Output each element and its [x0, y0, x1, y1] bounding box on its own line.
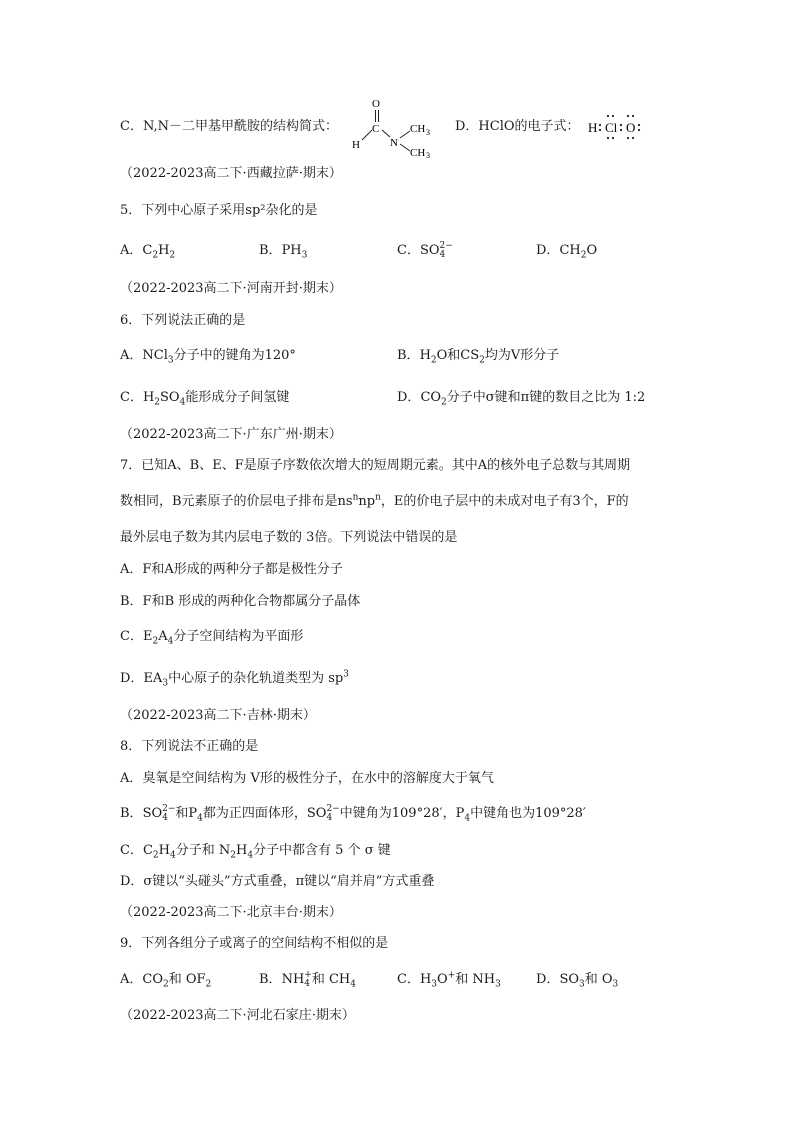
source-q8: （2022-2023高二下·吉林·期末） — [120, 708, 316, 723]
source-q6: （2022-2023高二下·河南开封·期末） — [120, 281, 342, 296]
q7-stem-line1: 7．已知A、B、E、F是原子序数依次增大的短周期元素。其中A的核外电子总数与其周期 — [120, 458, 631, 473]
q8-stem: 8．下列说法不正确的是 — [120, 739, 259, 754]
q7-stem-line2: 数相同，B元素原子的价层电子排布是$ns^nnp^n$，E的价电子层中的未成对电子有3个，F的 — [120, 492, 629, 509]
svg-text:3: 3 — [426, 151, 430, 158]
q8-option-b: B．SO 2− 4 和$P_4$都为正四面体形，SO 2− 4 中键角为109°28′，$P_4$中键角也为109°28′ — [120, 803, 586, 824]
dmf-o: O — [372, 98, 380, 110]
q7-option-a: A．F和A形成的两种分子都是极性分子 — [120, 562, 343, 577]
q6-option-a: A．NCl$_3$分子中的键角为120° — [120, 348, 296, 366]
q4-option-d-text: D．HClO的电子式： — [455, 119, 580, 134]
svg-text:O: O — [626, 120, 636, 135]
q9-option-c: C．$H_3O^+$和 $NH_3$ — [397, 970, 501, 990]
dmf-ch3-bottom: CH — [410, 147, 426, 158]
dmf-n: N — [390, 137, 398, 149]
q7-option-c: C．$E_2A_4$分子空间结构为平面形 — [120, 629, 304, 647]
q5-option-a: A．$C_2H_2$ — [120, 243, 176, 261]
source-q7: （2022-2023高二下·广东广州·期末） — [120, 427, 342, 442]
svg-text:3: 3 — [426, 128, 430, 137]
hclo-electron-formula — [586, 112, 656, 142]
q7-option-d: D．$EA_3$中心原子的杂化轨道类型为 $sp^3$ — [120, 669, 349, 689]
q6-option-b: B．$H_2O$和$CS_2$均为V形分子 — [397, 348, 560, 366]
dmf-h: H — [352, 139, 360, 151]
dmf-c: C — [372, 123, 380, 135]
source-q10: （2022-2023高二下·河北石家庄·期末） — [120, 1008, 355, 1023]
q9-stem: 9．下列各组分子或离子的空间结构不相似的是 — [120, 936, 389, 951]
q5-option-c: C．SO 2− 4 — [397, 240, 453, 260]
svg-text:H: H — [588, 120, 598, 135]
dmf-structure-diagram — [350, 96, 450, 158]
dmf-ch3-top: CH — [410, 123, 426, 135]
q7-option-b: B．F和B 形成的两种化合物都属分子晶体 — [120, 594, 361, 609]
q6-stem: 6．下列说法正确的是 — [120, 313, 246, 328]
q4-option-c-text: C．N,N－二甲基甲酰胺的结构简式： — [120, 119, 338, 134]
q9-option-a: A．$CO_2$和 $OF_2$ — [120, 972, 212, 990]
svg-text:Cl: Cl — [605, 120, 618, 135]
q7-stem-line3: 最外层电子数为其内层电子数的 3倍。下列说法中错误的是 — [120, 530, 458, 545]
source-q9: （2022-2023高二下·北京丰台·期末） — [120, 905, 342, 920]
q5-option-d: D．$CH_2O$ — [536, 243, 598, 261]
q5-option-b: B．$PH_3$ — [259, 243, 308, 261]
q8-option-a: A．臭氧是空间结构为 V形的极性分子，在水中的溶解度大于氧气 — [120, 771, 494, 786]
q9-option-d: D．$SO_3$和 $O_3$ — [536, 972, 619, 990]
q5-stem: 5．下列中心原子采用sp²杂化的是 — [120, 203, 318, 218]
q6-option-d: D．$CO_2$分子中σ键和π键的数目之比为 1:2 — [397, 390, 646, 408]
q8-option-c: C．$C_2H_4$分子和 $N_2H_4$分子中都含有 5 个 σ 键 — [120, 843, 391, 861]
q9-option-b: B．NH + 4 和 $CH_4$ — [259, 969, 356, 990]
q8-option-d: D．σ键以“头碰头”方式重叠，π键以“肩并肩”方式重叠 — [120, 874, 435, 889]
q6-option-c: C．$H_2SO_4$能形成分子间氢键 — [120, 390, 290, 408]
source-q5: （2022-2023高二下·西藏拉萨·期末） — [120, 166, 342, 181]
